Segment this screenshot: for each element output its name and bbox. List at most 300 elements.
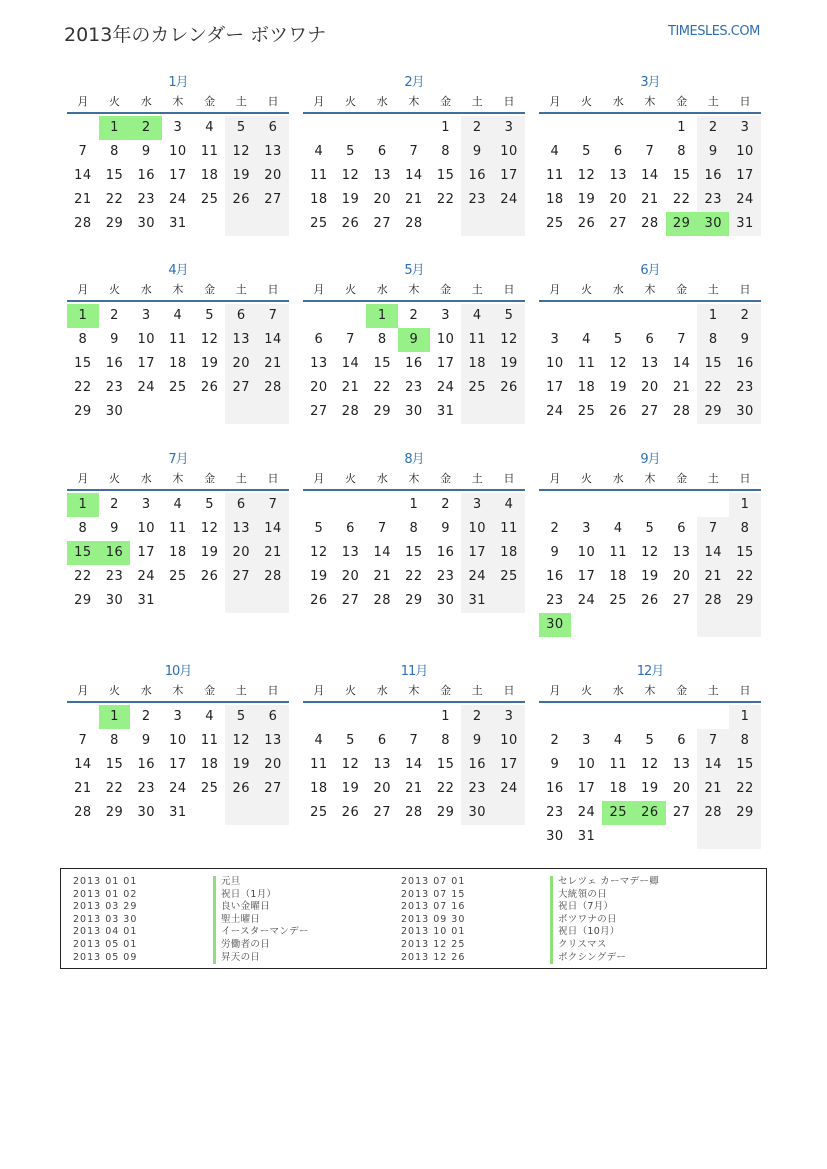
day-cell[interactable]: 12 bbox=[493, 328, 525, 352]
day-cell[interactable]: 18 bbox=[200, 168, 219, 183]
day-cell[interactable]: 9 bbox=[550, 545, 560, 560]
day-cell[interactable]: 5 bbox=[225, 705, 257, 729]
day-cell[interactable]: 18 bbox=[609, 569, 627, 584]
day-cell[interactable]: 4 bbox=[550, 144, 560, 159]
day-cell[interactable]: 19 bbox=[493, 352, 525, 376]
day-cell[interactable]: 19 bbox=[341, 781, 360, 796]
day-cell[interactable]: 31 bbox=[169, 805, 187, 820]
day-cell[interactable]: 27 bbox=[373, 216, 391, 231]
day-cell[interactable]: 30 bbox=[405, 404, 423, 419]
day-cell[interactable]: 9 bbox=[550, 757, 560, 772]
day-cell[interactable]: 20 bbox=[257, 753, 289, 777]
day-cell[interactable]: 6 bbox=[645, 332, 655, 347]
day-cell[interactable]: 15 bbox=[436, 757, 455, 772]
day-cell[interactable]: 13 bbox=[257, 140, 289, 164]
day-cell[interactable]: 23 bbox=[546, 805, 564, 820]
day-cell[interactable]: 19 bbox=[341, 192, 360, 207]
day-cell[interactable]: 15 bbox=[373, 356, 391, 371]
day-cell[interactable]: 6 bbox=[257, 705, 289, 729]
day-cell[interactable]: 7 bbox=[409, 733, 419, 748]
day-cell[interactable]: 27 bbox=[257, 777, 289, 801]
day-cell[interactable]: 14 bbox=[373, 545, 391, 560]
day-cell[interactable]: 27 bbox=[641, 404, 659, 419]
day-cell[interactable]: 26 bbox=[609, 404, 627, 419]
day-cell[interactable]: 16 bbox=[436, 545, 455, 560]
day-cell[interactable]: 13 bbox=[310, 356, 328, 371]
day-cell[interactable]: 14 bbox=[672, 356, 691, 371]
day-cell[interactable]: 18 bbox=[493, 541, 525, 565]
day-cell[interactable]: 2 bbox=[461, 705, 493, 729]
day-cell[interactable]: 8 bbox=[409, 521, 419, 536]
day-cell[interactable]: 2 bbox=[550, 733, 560, 748]
day-cell[interactable]: 12 bbox=[341, 757, 360, 772]
day-cell[interactable]: 1 bbox=[441, 709, 450, 724]
day-cell[interactable]: 28 bbox=[405, 805, 423, 820]
day-cell[interactable]: 9 bbox=[110, 521, 119, 536]
day-cell[interactable]: 10 bbox=[169, 733, 187, 748]
day-cell[interactable]: 7 bbox=[409, 144, 419, 159]
day-cell[interactable]: 5 bbox=[225, 116, 257, 140]
day-cell[interactable]: 25 bbox=[609, 593, 627, 608]
day-cell[interactable]: 8 bbox=[377, 332, 387, 347]
day-cell[interactable]: 16 bbox=[105, 356, 124, 371]
day-cell[interactable]: 7 bbox=[78, 733, 88, 748]
day-cell[interactable]: 13 bbox=[257, 729, 289, 753]
day-cell[interactable]: 4 bbox=[613, 733, 623, 748]
day-cell[interactable]: 22 bbox=[672, 192, 691, 207]
day-cell[interactable]: 15 bbox=[405, 545, 423, 560]
day-cell[interactable]: 14 bbox=[405, 757, 423, 772]
day-cell[interactable]: 22 bbox=[729, 565, 761, 589]
day-cell[interactable]: 5 bbox=[205, 497, 214, 512]
day-cell[interactable]: 20 bbox=[257, 164, 289, 188]
day-cell[interactable]: 1 bbox=[99, 705, 131, 729]
day-cell[interactable]: 26 bbox=[200, 569, 219, 584]
day-cell[interactable]: 15 bbox=[436, 168, 455, 183]
day-cell[interactable]: 17 bbox=[577, 781, 596, 796]
day-cell[interactable]: 24 bbox=[169, 192, 187, 207]
day-cell[interactable]: 7 bbox=[257, 493, 289, 517]
day-cell[interactable]: 7 bbox=[346, 332, 355, 347]
day-cell[interactable]: 8 bbox=[78, 332, 88, 347]
day-cell[interactable]: 7 bbox=[677, 332, 686, 347]
day-cell[interactable]: 12 bbox=[310, 545, 328, 560]
day-cell[interactable]: 20 bbox=[225, 352, 257, 376]
day-cell[interactable]: 16 bbox=[405, 356, 423, 371]
day-cell[interactable]: 4 bbox=[461, 304, 493, 328]
day-cell[interactable]: 4 bbox=[613, 521, 623, 536]
day-cell[interactable]: 31 bbox=[169, 216, 187, 231]
day-cell[interactable]: 1 bbox=[99, 116, 131, 140]
day-cell[interactable]: 30 bbox=[729, 400, 761, 424]
day-cell[interactable]: 7 bbox=[377, 521, 387, 536]
day-cell[interactable]: 20 bbox=[310, 380, 328, 395]
day-cell[interactable]: 10 bbox=[436, 332, 455, 347]
day-cell[interactable]: 23 bbox=[729, 376, 761, 400]
day-cell[interactable]: 30 bbox=[105, 593, 124, 608]
day-cell[interactable]: 22 bbox=[74, 569, 92, 584]
day-cell[interactable]: 22 bbox=[436, 781, 455, 796]
day-cell[interactable]: 16 bbox=[137, 168, 155, 183]
day-cell[interactable]: 7 bbox=[645, 144, 655, 159]
day-cell[interactable]: 29 bbox=[373, 404, 391, 419]
day-cell[interactable]: 28 bbox=[697, 589, 729, 613]
day-cell[interactable]: 5 bbox=[346, 733, 355, 748]
day-cell[interactable]: 8 bbox=[110, 733, 119, 748]
day-cell[interactable]: 3 bbox=[582, 733, 591, 748]
day-cell[interactable]: 28 bbox=[672, 404, 691, 419]
day-cell[interactable]: 21 bbox=[697, 565, 729, 589]
day-cell[interactable]: 25 bbox=[461, 376, 493, 400]
day-cell[interactable]: 29 bbox=[697, 400, 729, 424]
day-cell[interactable]: 2 bbox=[110, 497, 119, 512]
day-cell[interactable]: 2 bbox=[729, 304, 761, 328]
day-cell[interactable]: 30 bbox=[137, 216, 155, 231]
day-cell[interactable]: 3 bbox=[582, 521, 591, 536]
day-cell[interactable]: 23 bbox=[405, 380, 423, 395]
day-cell[interactable]: 15 bbox=[729, 753, 761, 777]
day-cell[interactable]: 30 bbox=[137, 805, 155, 820]
day-cell[interactable]: 19 bbox=[225, 753, 257, 777]
day-cell[interactable]: 28 bbox=[405, 216, 423, 231]
day-cell[interactable]: 11 bbox=[546, 168, 564, 183]
day-cell[interactable]: 18 bbox=[577, 380, 596, 395]
day-cell[interactable]: 3 bbox=[493, 705, 525, 729]
day-cell[interactable]: 13 bbox=[672, 757, 691, 772]
day-cell[interactable]: 25 bbox=[310, 216, 328, 231]
day-cell[interactable]: 21 bbox=[74, 192, 92, 207]
day-cell[interactable]: 27 bbox=[225, 565, 257, 589]
day-cell[interactable]: 18 bbox=[546, 192, 564, 207]
day-cell[interactable]: 28 bbox=[373, 593, 391, 608]
day-cell[interactable]: 28 bbox=[74, 216, 92, 231]
day-cell[interactable]: 13 bbox=[641, 356, 659, 371]
day-cell[interactable]: 17 bbox=[137, 545, 155, 560]
day-cell[interactable]: 21 bbox=[373, 569, 391, 584]
day-cell[interactable]: 15 bbox=[729, 541, 761, 565]
day-cell[interactable]: 10 bbox=[577, 757, 596, 772]
day-cell[interactable]: 20 bbox=[672, 781, 691, 796]
day-cell[interactable]: 8 bbox=[110, 144, 119, 159]
day-cell[interactable]: 26 bbox=[225, 777, 257, 801]
day-cell[interactable]: 28 bbox=[641, 216, 659, 231]
day-cell[interactable]: 4 bbox=[314, 144, 324, 159]
day-cell[interactable]: 24 bbox=[577, 593, 596, 608]
day-cell[interactable]: 16 bbox=[546, 781, 564, 796]
day-cell[interactable]: 5 bbox=[346, 144, 355, 159]
day-cell[interactable]: 12 bbox=[200, 521, 219, 536]
day-cell[interactable]: 17 bbox=[169, 168, 187, 183]
day-cell[interactable]: 29 bbox=[666, 212, 698, 236]
day-cell[interactable]: 17 bbox=[436, 356, 455, 371]
day-cell[interactable]: 21 bbox=[405, 192, 423, 207]
day-cell[interactable]: 26 bbox=[493, 376, 525, 400]
day-cell[interactable]: 8 bbox=[441, 733, 450, 748]
day-cell[interactable]: 30 bbox=[539, 613, 571, 637]
day-cell[interactable]: 29 bbox=[436, 805, 455, 820]
day-cell[interactable]: 10 bbox=[577, 545, 596, 560]
day-cell[interactable]: 31 bbox=[461, 589, 493, 613]
day-cell[interactable]: 30 bbox=[546, 829, 564, 844]
day-cell[interactable]: 14 bbox=[257, 517, 289, 541]
day-cell[interactable]: 21 bbox=[257, 541, 289, 565]
day-cell[interactable]: 27 bbox=[672, 805, 691, 820]
day-cell[interactable]: 1 bbox=[697, 304, 729, 328]
day-cell[interactable]: 28 bbox=[257, 565, 289, 589]
day-cell[interactable]: 1 bbox=[67, 304, 99, 328]
day-cell[interactable]: 5 bbox=[645, 521, 655, 536]
day-cell[interactable]: 21 bbox=[257, 352, 289, 376]
day-cell[interactable]: 14 bbox=[405, 168, 423, 183]
day-cell[interactable]: 27 bbox=[609, 216, 627, 231]
day-cell[interactable]: 20 bbox=[609, 192, 627, 207]
day-cell[interactable]: 2 bbox=[110, 308, 119, 323]
day-cell[interactable]: 12 bbox=[225, 140, 257, 164]
day-cell[interactable]: 16 bbox=[99, 541, 131, 565]
day-cell[interactable]: 23 bbox=[461, 188, 493, 212]
day-cell[interactable]: 9 bbox=[461, 729, 493, 753]
day-cell[interactable]: 12 bbox=[225, 729, 257, 753]
day-cell[interactable]: 11 bbox=[310, 168, 328, 183]
day-cell[interactable]: 24 bbox=[137, 380, 155, 395]
day-cell[interactable]: 18 bbox=[200, 757, 219, 772]
day-cell[interactable]: 17 bbox=[461, 541, 493, 565]
day-cell[interactable]: 24 bbox=[546, 404, 564, 419]
day-cell[interactable]: 3 bbox=[141, 497, 151, 512]
day-cell[interactable]: 25 bbox=[546, 216, 564, 231]
day-cell[interactable]: 5 bbox=[205, 308, 214, 323]
day-cell[interactable]: 14 bbox=[257, 328, 289, 352]
day-cell[interactable]: 20 bbox=[225, 541, 257, 565]
day-cell[interactable]: 9 bbox=[141, 733, 151, 748]
day-cell[interactable]: 25 bbox=[200, 192, 219, 207]
day-cell[interactable]: 23 bbox=[105, 569, 124, 584]
day-cell[interactable]: 10 bbox=[137, 332, 155, 347]
day-cell[interactable]: 6 bbox=[613, 144, 623, 159]
day-cell[interactable]: 24 bbox=[729, 188, 761, 212]
day-cell[interactable]: 21 bbox=[405, 781, 423, 796]
day-cell[interactable]: 25 bbox=[169, 569, 187, 584]
day-cell[interactable]: 10 bbox=[546, 356, 564, 371]
day-cell[interactable]: 3 bbox=[550, 332, 560, 347]
day-cell[interactable]: 27 bbox=[310, 404, 328, 419]
day-cell[interactable]: 6 bbox=[225, 493, 257, 517]
day-cell[interactable]: 11 bbox=[461, 328, 493, 352]
day-cell[interactable]: 21 bbox=[641, 192, 659, 207]
day-cell[interactable]: 26 bbox=[341, 805, 360, 820]
day-cell[interactable]: 19 bbox=[310, 569, 328, 584]
day-cell[interactable]: 23 bbox=[461, 777, 493, 801]
day-cell[interactable]: 29 bbox=[729, 801, 761, 825]
day-cell[interactable]: 22 bbox=[105, 192, 124, 207]
day-cell[interactable]: 29 bbox=[74, 404, 92, 419]
day-cell[interactable]: 6 bbox=[314, 332, 324, 347]
day-cell[interactable]: 19 bbox=[641, 569, 659, 584]
day-cell[interactable]: 18 bbox=[310, 192, 328, 207]
day-cell[interactable]: 13 bbox=[609, 168, 627, 183]
day-cell[interactable]: 29 bbox=[105, 216, 124, 231]
brand-logo-text[interactable]: TIMESLES.COM bbox=[668, 24, 760, 39]
day-cell[interactable]: 4 bbox=[205, 709, 214, 724]
day-cell[interactable]: 23 bbox=[137, 192, 155, 207]
day-cell[interactable]: 11 bbox=[310, 757, 328, 772]
day-cell[interactable]: 5 bbox=[582, 144, 591, 159]
day-cell[interactable]: 12 bbox=[577, 168, 596, 183]
day-cell[interactable]: 31 bbox=[137, 593, 155, 608]
day-cell[interactable]: 25 bbox=[602, 801, 634, 825]
day-cell[interactable]: 16 bbox=[461, 753, 493, 777]
day-cell[interactable]: 1 bbox=[677, 120, 686, 135]
day-cell[interactable]: 21 bbox=[341, 380, 360, 395]
day-cell[interactable]: 14 bbox=[697, 541, 729, 565]
day-cell[interactable]: 30 bbox=[436, 593, 455, 608]
day-cell[interactable]: 20 bbox=[373, 781, 391, 796]
day-cell[interactable]: 9 bbox=[729, 328, 761, 352]
day-cell[interactable]: 1 bbox=[729, 493, 761, 517]
day-cell[interactable]: 27 bbox=[257, 188, 289, 212]
day-cell[interactable]: 13 bbox=[341, 545, 360, 560]
day-cell[interactable]: 21 bbox=[672, 380, 691, 395]
day-cell[interactable]: 9 bbox=[141, 144, 151, 159]
day-cell[interactable]: 17 bbox=[137, 356, 155, 371]
day-cell[interactable]: 1 bbox=[441, 120, 450, 135]
day-cell[interactable]: 16 bbox=[137, 757, 155, 772]
day-cell[interactable]: 17 bbox=[493, 753, 525, 777]
day-cell[interactable]: 10 bbox=[169, 144, 187, 159]
day-cell[interactable]: 22 bbox=[105, 781, 124, 796]
day-cell[interactable]: 22 bbox=[405, 569, 423, 584]
day-cell[interactable]: 14 bbox=[697, 753, 729, 777]
day-cell[interactable]: 24 bbox=[137, 569, 155, 584]
day-cell[interactable]: 2 bbox=[141, 709, 151, 724]
day-cell[interactable]: 12 bbox=[200, 332, 219, 347]
day-cell[interactable]: 18 bbox=[169, 356, 187, 371]
day-cell[interactable]: 22 bbox=[373, 380, 391, 395]
day-cell[interactable]: 13 bbox=[225, 517, 257, 541]
day-cell[interactable]: 3 bbox=[441, 308, 450, 323]
day-cell[interactable]: 30 bbox=[697, 212, 729, 236]
day-cell[interactable]: 14 bbox=[74, 757, 92, 772]
day-cell[interactable]: 22 bbox=[436, 192, 455, 207]
day-cell[interactable]: 9 bbox=[398, 328, 430, 352]
day-cell[interactable]: 12 bbox=[341, 168, 360, 183]
day-cell[interactable]: 11 bbox=[169, 332, 187, 347]
day-cell[interactable]: 19 bbox=[200, 356, 219, 371]
day-cell[interactable]: 14 bbox=[74, 168, 92, 183]
day-cell[interactable]: 16 bbox=[697, 164, 729, 188]
day-cell[interactable]: 11 bbox=[609, 545, 627, 560]
day-cell[interactable]: 29 bbox=[405, 593, 423, 608]
day-cell[interactable]: 7 bbox=[697, 729, 729, 753]
day-cell[interactable]: 17 bbox=[577, 569, 596, 584]
day-cell[interactable]: 6 bbox=[225, 304, 257, 328]
day-cell[interactable]: 7 bbox=[257, 304, 289, 328]
day-cell[interactable]: 9 bbox=[461, 140, 493, 164]
day-cell[interactable]: 6 bbox=[377, 144, 387, 159]
day-cell[interactable]: 2 bbox=[697, 116, 729, 140]
day-cell[interactable]: 3 bbox=[493, 116, 525, 140]
day-cell[interactable]: 11 bbox=[493, 517, 525, 541]
day-cell[interactable]: 12 bbox=[641, 757, 659, 772]
day-cell[interactable]: 2 bbox=[550, 521, 560, 536]
day-cell[interactable]: 31 bbox=[577, 829, 596, 844]
day-cell[interactable]: 13 bbox=[373, 757, 391, 772]
day-cell[interactable]: 23 bbox=[436, 569, 455, 584]
day-cell[interactable]: 3 bbox=[173, 120, 183, 135]
day-cell[interactable]: 5 bbox=[645, 733, 655, 748]
day-cell[interactable]: 16 bbox=[546, 569, 564, 584]
day-cell[interactable]: 20 bbox=[373, 192, 391, 207]
day-cell[interactable]: 22 bbox=[74, 380, 92, 395]
day-cell[interactable]: 20 bbox=[641, 380, 659, 395]
day-cell[interactable]: 8 bbox=[697, 328, 729, 352]
day-cell[interactable]: 8 bbox=[729, 729, 761, 753]
day-cell[interactable]: 15 bbox=[697, 352, 729, 376]
day-cell[interactable]: 21 bbox=[74, 781, 92, 796]
day-cell[interactable]: 24 bbox=[493, 188, 525, 212]
day-cell[interactable]: 15 bbox=[74, 356, 92, 371]
day-cell[interactable]: 5 bbox=[314, 521, 324, 536]
day-cell[interactable]: 18 bbox=[169, 545, 187, 560]
day-cell[interactable]: 11 bbox=[200, 144, 219, 159]
day-cell[interactable]: 15 bbox=[67, 541, 99, 565]
day-cell[interactable]: 27 bbox=[341, 593, 360, 608]
day-cell[interactable]: 19 bbox=[577, 192, 596, 207]
day-cell[interactable]: 22 bbox=[697, 376, 729, 400]
day-cell[interactable]: 18 bbox=[310, 781, 328, 796]
day-cell[interactable]: 10 bbox=[493, 140, 525, 164]
day-cell[interactable]: 19 bbox=[609, 380, 627, 395]
day-cell[interactable]: 25 bbox=[200, 781, 219, 796]
day-cell[interactable]: 8 bbox=[78, 521, 88, 536]
day-cell[interactable]: 13 bbox=[373, 168, 391, 183]
day-cell[interactable]: 4 bbox=[582, 332, 591, 347]
day-cell[interactable]: 6 bbox=[377, 733, 387, 748]
day-cell[interactable]: 26 bbox=[310, 593, 328, 608]
day-cell[interactable]: 26 bbox=[200, 380, 219, 395]
day-cell[interactable]: 5 bbox=[613, 332, 623, 347]
day-cell[interactable]: 1 bbox=[67, 493, 99, 517]
day-cell[interactable]: 8 bbox=[441, 144, 450, 159]
day-cell[interactable]: 3 bbox=[461, 493, 493, 517]
day-cell[interactable]: 18 bbox=[461, 352, 493, 376]
day-cell[interactable]: 31 bbox=[436, 404, 455, 419]
day-cell[interactable]: 30 bbox=[105, 404, 124, 419]
day-cell[interactable]: 2 bbox=[461, 116, 493, 140]
day-cell[interactable]: 24 bbox=[461, 565, 493, 589]
day-cell[interactable]: 27 bbox=[672, 593, 691, 608]
day-cell[interactable]: 31 bbox=[729, 212, 761, 236]
day-cell[interactable]: 26 bbox=[225, 188, 257, 212]
day-cell[interactable]: 5 bbox=[493, 304, 525, 328]
day-cell[interactable]: 10 bbox=[461, 517, 493, 541]
day-cell[interactable]: 4 bbox=[173, 308, 183, 323]
day-cell[interactable]: 17 bbox=[493, 164, 525, 188]
day-cell[interactable]: 25 bbox=[577, 404, 596, 419]
day-cell[interactable]: 12 bbox=[641, 545, 659, 560]
day-cell[interactable]: 13 bbox=[672, 545, 691, 560]
day-cell[interactable]: 3 bbox=[729, 116, 761, 140]
day-cell[interactable]: 27 bbox=[225, 376, 257, 400]
day-cell[interactable]: 28 bbox=[74, 805, 92, 820]
day-cell[interactable]: 14 bbox=[641, 168, 659, 183]
day-cell[interactable]: 24 bbox=[169, 781, 187, 796]
day-cell[interactable]: 3 bbox=[173, 709, 183, 724]
day-cell[interactable]: 25 bbox=[493, 565, 525, 589]
day-cell[interactable]: 4 bbox=[493, 493, 525, 517]
day-cell[interactable]: 4 bbox=[205, 120, 214, 135]
day-cell[interactable]: 25 bbox=[310, 805, 328, 820]
